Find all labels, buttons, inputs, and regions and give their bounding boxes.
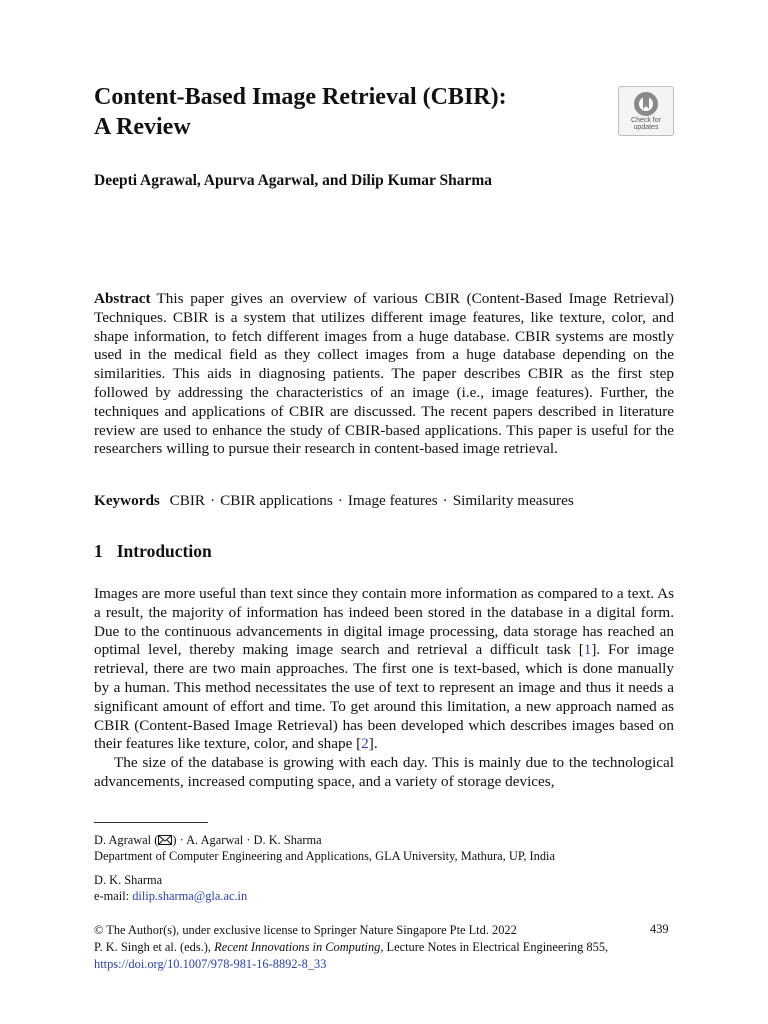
citation-link-2[interactable]: 2 xyxy=(361,735,369,753)
intro-text: ]. xyxy=(368,735,378,753)
bookmark-icon xyxy=(632,91,660,117)
copyright-line: © The Author(s), under exclusive license to Springer Nature Singapore Pte Ltd. 2022 xyxy=(94,923,517,937)
section-number: 1 xyxy=(94,541,103,561)
section-title: Introduction xyxy=(116,541,212,561)
citation-text: P. K. Singh et al. (eds.), xyxy=(94,939,215,954)
paper-title xyxy=(94,82,594,142)
citation-text: , Lecture Notes in Electrical Engineering 855, xyxy=(380,939,609,954)
citation-line xyxy=(94,939,654,973)
page-number: 439 xyxy=(650,922,669,936)
keyword: CBIR xyxy=(169,492,206,509)
footnote-authors xyxy=(94,833,674,849)
keyword-separator: · xyxy=(337,492,343,509)
doi-link[interactable]: https://doi.org/10.1007/978-981-16-8892-8_33 xyxy=(94,956,327,971)
footnote-text: ) · A. Agarwal · D. K. Sharma xyxy=(172,833,322,847)
footnote-department: Department of Computer Engineering and Applications, GLA University, Mathura, UP, India xyxy=(94,849,555,863)
footnote-name: D. K. Sharma xyxy=(94,873,163,887)
keyword: CBIR applications xyxy=(220,492,333,509)
check-for-updates-badge[interactable] xyxy=(618,86,674,136)
email-label: e-mail: xyxy=(94,889,133,903)
intro-text: Images are more useful than text since they contain more information as compared to a text. As a result, the majority of information has indeed been stored in the database in a digital form. Due to the continuous advancements in digital image processing, data storage has reached an optimal level, thereby making image search and retrieval a difficult task [ xyxy=(94,585,674,659)
keyword: Image features xyxy=(347,492,438,509)
title-line-2: A Review xyxy=(94,114,191,140)
keywords-label: Keywords xyxy=(94,492,160,509)
envelope-icon xyxy=(158,835,172,845)
intro-paragraph-1 xyxy=(94,585,674,754)
intro-paragraph-2: The size of the database is growing with each day. This is mainly due to the technological advancements, increased computing space, and a variety of storage devices, xyxy=(94,754,674,790)
footnote-text: D. Agrawal ( xyxy=(94,833,159,847)
keyword-separator: · xyxy=(442,492,448,509)
badge-text-2: updates xyxy=(633,124,659,131)
email-link[interactable]: dilip.sharma@gla.ac.in xyxy=(132,889,248,903)
keyword-separator: · xyxy=(210,492,216,509)
copyright-block xyxy=(94,922,654,972)
section-heading xyxy=(94,541,212,562)
intro-text: ]. For image retrieval, there are two main approaches. The first one is text-based, which is done manually by a human. This method necessitates the use of text to represent an image and thus it needs a significant amount of effort and time. To get around this limitation, a new approach named as CBIR (Content-Based Image Retrieval) has been developed which describes images based on their features like texture, color, and shape [ xyxy=(94,641,674,753)
footnote-email-line xyxy=(94,889,674,905)
abstract-label: Abstract xyxy=(94,290,151,307)
author-list: Deepti Agrawal, Apurva Agarwal, and Dilip Kumar Sharma xyxy=(94,172,493,189)
title-line-1: Content-Based Image Retrieval (CBIR): xyxy=(94,84,507,110)
introduction-body xyxy=(94,585,674,792)
footnote-divider xyxy=(94,822,208,823)
keywords xyxy=(94,492,574,510)
book-title: Recent Innovations in Computing xyxy=(214,939,381,954)
abstract-text: This paper gives an overview of various CBIR (Content-Based Image Retrieval) Techniques. CBIR is a system that utilizes different image features, like texture, color, and shape information, to fetch different images from a huge database. CBIR systems are mostly used in the medical field as they collect images from a huge database depending on the similarities. This aids in diagnosing patients. The paper describes CBIR as the first step followed by addressing the characteristics of an image (i.e., image features). Further, the techniques and applications of CBIR are discussed. The recent papers described in literature review are used to enhance the study of CBIR-based applications. This paper is useful for the researchers willing to pursue their research in content-based image retrieval. xyxy=(94,290,674,458)
badge-text-1: Check for xyxy=(631,117,661,124)
citation-link-1[interactable]: 1 xyxy=(583,641,592,659)
keyword: Similarity measures xyxy=(452,492,574,509)
abstract xyxy=(94,290,674,459)
